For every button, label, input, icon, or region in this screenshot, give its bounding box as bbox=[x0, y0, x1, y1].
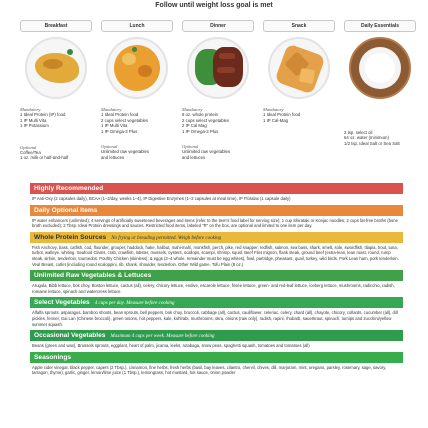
dinner-mandatory-item: 2 cups select vegetables bbox=[182, 117, 230, 123]
section-header-seasonings: Seasonings bbox=[30, 352, 403, 363]
section-body-whole-protein: Fish Anchovy, bass, catfish, cod, flounder, grouper, haddock, hake, halibut, mahi-mahi, monkfish, perch, pike, red snapper, redfish, salmon, sea bass, shark, smelt, sole, swordfish, tilapia, trout, tuna, turbot, walleye, whiting. Seafood Clams, crab, crawfish, lobster, mussels, oysters, scallops, scampi, shrimp, squid. Beef Filet mignon, flank steak, ground beef (extra-lean, lean roast, round, rump steak, sirloin, tenderloin, tournedos. Poultry Chicken (skinless), & eggs (2–4 whole, remainder must be egg whites), fowl, partridge, pheasant, quail, turkey, wild birds. Pork Lean ham, pork tenderloin. Veal Breast, cutlet (including round scaloppini, rib, shank, shoulder, tenderloin. Other Wild game. Tofu Plain (8 oz.) bbox=[32, 244, 399, 267]
section-header-occasional-vegetables: Occasional Vegetables Maximum 4 cups per week. Measure before cooking bbox=[30, 330, 403, 341]
section-body-seasonings: Apple cider vinegar, black pepper, capers (2 Tbsp.), cinnamon, fine herbs, fresh herbs (basil, bay leaves, cilantro, chervil, chives, dill, marjoram, mint, oregano, parsley, rosemary, sage, savory, tarragon, thyme), garlic, ginger, lemon/lime juice (1 Tbsp.), lemongrass, hot mustard, hot sauce, onion powder bbox=[32, 364, 387, 376]
meal-column-breakfast bbox=[20, 20, 92, 180]
dinner-mandatory-item: 1 IP Omega-3 Plus bbox=[182, 128, 219, 134]
food-guide-sections bbox=[30, 180, 403, 376]
meal-column-snack bbox=[263, 20, 335, 180]
breakfast-details bbox=[20, 107, 92, 161]
breakfast-mandatory-item: 1 IP Potassium bbox=[20, 123, 49, 129]
snack-mandatory-item: 1 Ideal Protein food bbox=[263, 112, 301, 118]
dinner-details bbox=[182, 107, 254, 160]
essentials-details bbox=[344, 130, 400, 146]
section-header-unlimited-raw: Unlimited Raw Vegetables & Lettuces bbox=[30, 270, 403, 281]
meal-header-snack: Snack bbox=[263, 20, 335, 32]
dinner-optional-item: Unlimited raw vegetables bbox=[182, 149, 231, 155]
meal-column-lunch bbox=[101, 20, 173, 180]
lunch-optional-item: and lettuces bbox=[101, 154, 125, 160]
dinner-optional-label: Optional bbox=[182, 144, 199, 150]
breakfast-optional-label: Optional bbox=[20, 144, 37, 150]
lunch-mandatory-item: 1 IP Omega-3 Plus bbox=[101, 128, 138, 134]
meal-column-dinner bbox=[182, 20, 254, 180]
section-header-whole-protein: Whole Protein Sources No frying or breading permitted. Weigh before cooking bbox=[30, 232, 403, 243]
section-body-occasional-vegetables: Beans (green and wax), Brussels sprouts, eggplant, heart of palm, jicama, leeks, rutabaga, snow peas, spaghetti squash, tomatoes and tomatoes (all) bbox=[32, 343, 310, 349]
page-title: Follow until weight loss goal is met bbox=[155, 2, 273, 9]
breakfast-optional-item: 1 oz. milk or half-and-half bbox=[20, 155, 69, 161]
section-header-select-vegetables: Select Vegetables 4 cups per day. Measure before cooking bbox=[30, 297, 403, 308]
section-body-highly-recommended: IP Anti-Oxy (2 capsules daily), BCAA (1–2/day, weeks 1–4), IP Digestive Enzymes (1–2 capsules at meal time), IP Floralax (1 capsule daily) bbox=[32, 196, 291, 201]
lunch-mandatory-item: 2 cups select vegetables bbox=[101, 117, 149, 123]
breakfast-mandatory-item: 1 Ideal Protein (IP) food bbox=[20, 112, 66, 118]
breakfast-plate-image bbox=[25, 37, 87, 99]
breakfast-mandatory-label: Mandatory bbox=[20, 107, 41, 112]
section-body-unlimited-raw: Arugula, Bibb lettuce, bok choy, Boston lettuce, cactus (all), celery, chicory lettuce, endive, escarole lettuce, frisée lettuce, green- and red-leaf lettuce, iceberg lettuce, mushrooms, radicchio, radish, romaine lettuce, spinach and watercress lettuce. bbox=[32, 283, 395, 294]
lunch-mandatory-item: 1 Ideal Protein food bbox=[101, 112, 139, 118]
lunch-mandatory-label: Mandatory bbox=[101, 107, 122, 112]
snack-mandatory-label: Mandatory bbox=[263, 107, 284, 112]
meal-header-essentials: Daily Essentials bbox=[344, 20, 416, 32]
essentials-item: 64 oz. water (minimum) bbox=[344, 135, 389, 141]
lunch-mandatory-item: 1 IP Multi Vita bbox=[101, 123, 128, 129]
essentials-item: 1/2 tsp. Ideal Salt or Sea Salt bbox=[344, 140, 400, 146]
lunch-optional-label: Optional bbox=[101, 144, 118, 150]
section-header-highly-recommended: Highly Recommended bbox=[30, 183, 403, 194]
section-body-select-vegetables: Alfalfa sprouts, asparagus, bamboo shoots, bean sprouts, bell peppers, bok choy, broccoli, cabbage (all), cactus, cauliflower, celeriac, celery, chard (all), chayote, chicory, collards, cucumber (all), dill pickles, fennel, Gai Lan (Chinese broccoli), green onions, hot peppers, kale, kohlrabi, mushrooms, okra, onions (raw only), radish, rapini, rhubarb, sauerkraut, spinach, turnips and zucchini/yellow summer squash. bbox=[32, 310, 398, 327]
dinner-mandatory-label: Mandatory bbox=[182, 107, 203, 112]
meal-header-breakfast: Breakfast bbox=[20, 20, 92, 32]
meal-columns bbox=[20, 20, 416, 180]
dinner-plate-image bbox=[187, 37, 249, 99]
lunch-plate-image bbox=[106, 37, 168, 99]
meal-header-lunch: Lunch bbox=[101, 20, 173, 32]
salt-bowl-image bbox=[349, 37, 411, 99]
meal-column-essentials bbox=[344, 20, 416, 180]
breakfast-optional-item: Coffee/Tea bbox=[20, 150, 41, 156]
snack-plate-image bbox=[268, 37, 330, 99]
section-note: 4 cups per day. Measure before cooking bbox=[94, 301, 175, 307]
section-header-daily-optional: Daily Optional Items bbox=[30, 205, 403, 216]
section-note: Maximum 4 cups per week. Measure before cooking bbox=[110, 334, 215, 340]
section-body-daily-optional: IP water enhancers (unlimited); 4 servings of artificially sweetened beverages and items (refer to the item's food label for serving size); 1 cup Shirataki or Konjac noodles; 2 cups fat-free broths (bone broth excluded); 2 Tbsp. Ideal Protein dressings and sauces. Restricted food items, labeled "R" on the box, are optional and limited to one item per day. bbox=[32, 217, 398, 229]
meal-header-dinner: Dinner bbox=[182, 20, 254, 32]
lunch-optional-item: Unlimited raw vegetables bbox=[101, 149, 150, 155]
dinner-mandatory-item: 8 oz. whole protein bbox=[182, 112, 219, 118]
snack-mandatory-item: 1 IP Cal-Mag bbox=[263, 117, 288, 123]
snack-details bbox=[263, 107, 335, 123]
essentials-item: 2 tsp. select oil bbox=[344, 130, 373, 135]
lunch-details bbox=[101, 107, 173, 160]
section-note: No frying or breading permitted. Weigh before cooking bbox=[111, 235, 222, 241]
breakfast-mandatory-item: 1 IP Multi Vita bbox=[20, 117, 47, 123]
dinner-optional-item: and lettuces bbox=[182, 154, 206, 160]
dinner-mandatory-item: 2 IP Cal Mag bbox=[182, 123, 207, 129]
